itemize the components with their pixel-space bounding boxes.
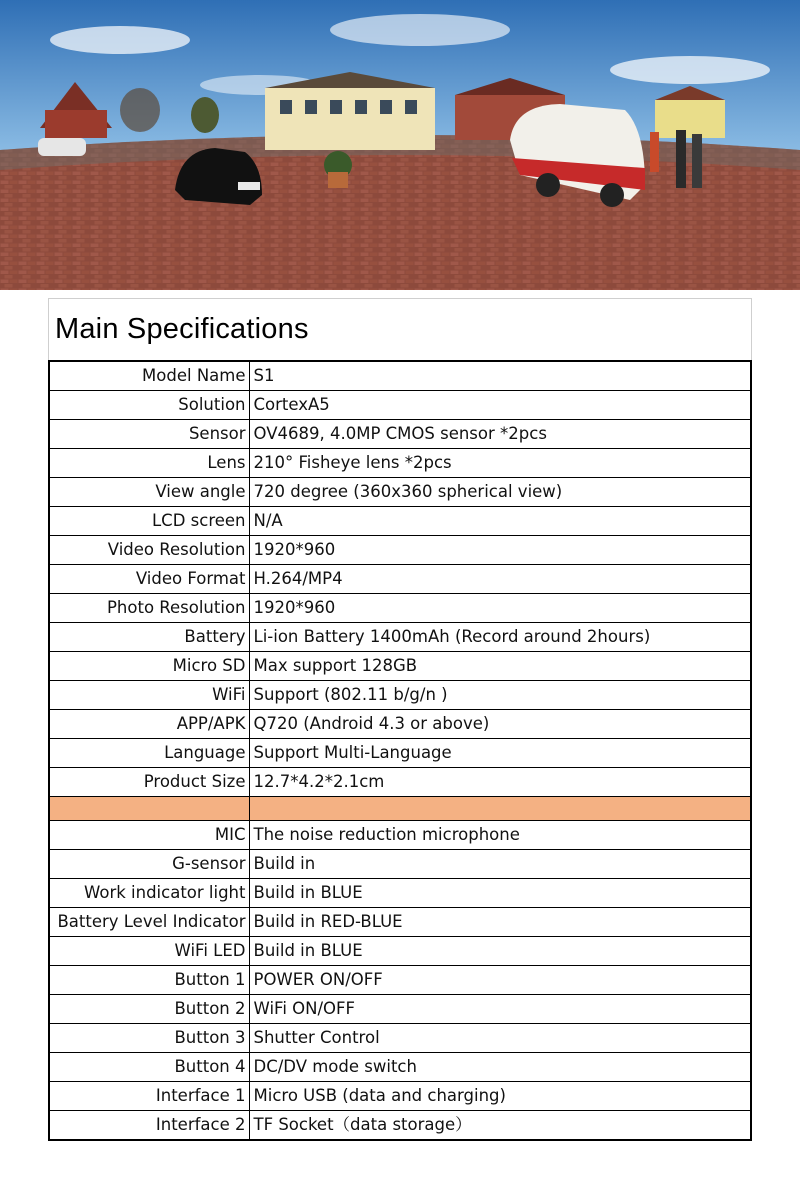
separator-cell [249,797,751,821]
spec-row [49,937,751,966]
specs-table-body [49,361,751,1140]
spec-label: Video Format [49,565,249,594]
specs-table [48,360,752,1141]
page-title: Main Specifications [55,313,309,345]
spec-label: Photo Resolution [49,594,249,623]
spec-row [49,1024,751,1053]
spec-label: Button 3 [49,1024,249,1053]
spec-label: Model Name [49,361,249,391]
spec-row [49,995,751,1024]
specifications-section [48,298,752,1141]
spec-row [49,1053,751,1082]
spec-label: LCD screen [49,507,249,536]
separator-cell [49,797,249,821]
spec-label: Battery Level Indicator [49,908,249,937]
spec-value: Shutter Control [249,1024,751,1053]
spec-value: Build in [249,850,751,879]
spec-value: Li-ion Battery 1400mAh (Record around 2hours) [249,623,751,652]
spec-row [49,420,751,449]
spec-value: CortexA5 [249,391,751,420]
spec-label: View angle [49,478,249,507]
spec-value: Micro USB (data and charging) [249,1082,751,1111]
title-box [48,298,752,360]
spec-value: N/A [249,507,751,536]
spec-label: Sensor [49,420,249,449]
spec-label: Product Size [49,768,249,797]
spec-value: WiFi ON/OFF [249,995,751,1024]
spec-row [49,908,751,937]
spec-row [49,1082,751,1111]
spec-value: 12.7*4.2*2.1cm [249,768,751,797]
spec-value: Build in BLUE [249,879,751,908]
spec-row [49,449,751,478]
spec-value: Support Multi-Language [249,739,751,768]
spec-row [49,710,751,739]
spec-row [49,565,751,594]
spec-value: Max support 128GB [249,652,751,681]
spec-value: OV4689, 4.0MP CMOS sensor *2pcs [249,420,751,449]
panorama-banner [0,0,800,290]
spec-value: POWER ON/OFF [249,966,751,995]
spec-label: Solution [49,391,249,420]
spec-row [49,594,751,623]
spec-label: Interface 2 [49,1111,249,1141]
spec-label: G-sensor [49,850,249,879]
spec-value: TF Socket（data storage） [249,1111,751,1141]
spec-label: Language [49,739,249,768]
separator-row [49,797,751,821]
spec-value: S1 [249,361,751,391]
spec-value: 1920*960 [249,536,751,565]
spec-row [49,966,751,995]
spec-label: Battery [49,623,249,652]
spec-label: WiFi [49,681,249,710]
spec-row [49,681,751,710]
spec-label: Video Resolution [49,536,249,565]
spec-row [49,623,751,652]
spec-label: Lens [49,449,249,478]
spec-label: Button 2 [49,995,249,1024]
spec-label: Button 4 [49,1053,249,1082]
spec-row [49,1111,751,1141]
spec-row [49,652,751,681]
spec-label: Micro SD [49,652,249,681]
spec-row [49,536,751,565]
spec-value: The noise reduction microphone [249,821,751,850]
spec-label: APP/APK [49,710,249,739]
spec-row [49,850,751,879]
spec-value: Build in RED-BLUE [249,908,751,937]
spec-row [49,507,751,536]
spec-label: WiFi LED [49,937,249,966]
spec-value: 720 degree (360x360 spherical view) [249,478,751,507]
spec-value: DC/DV mode switch [249,1053,751,1082]
spec-value: Q720 (Android 4.3 or above) [249,710,751,739]
spec-label: Button 1 [49,966,249,995]
spec-value: 1920*960 [249,594,751,623]
spec-label: Interface 1 [49,1082,249,1111]
spec-row [49,391,751,420]
spec-row [49,879,751,908]
spec-label: MIC [49,821,249,850]
spec-row [49,768,751,797]
spec-row [49,739,751,768]
spec-value: Build in BLUE [249,937,751,966]
spec-row [49,478,751,507]
spec-row [49,821,751,850]
panorama-image [0,0,800,290]
spec-value: Support (802.11 b/g/n ) [249,681,751,710]
spec-value: 210° Fisheye lens *2pcs [249,449,751,478]
spec-row [49,361,751,391]
spec-label: Work indicator light [49,879,249,908]
spec-value: H.264/MP4 [249,565,751,594]
